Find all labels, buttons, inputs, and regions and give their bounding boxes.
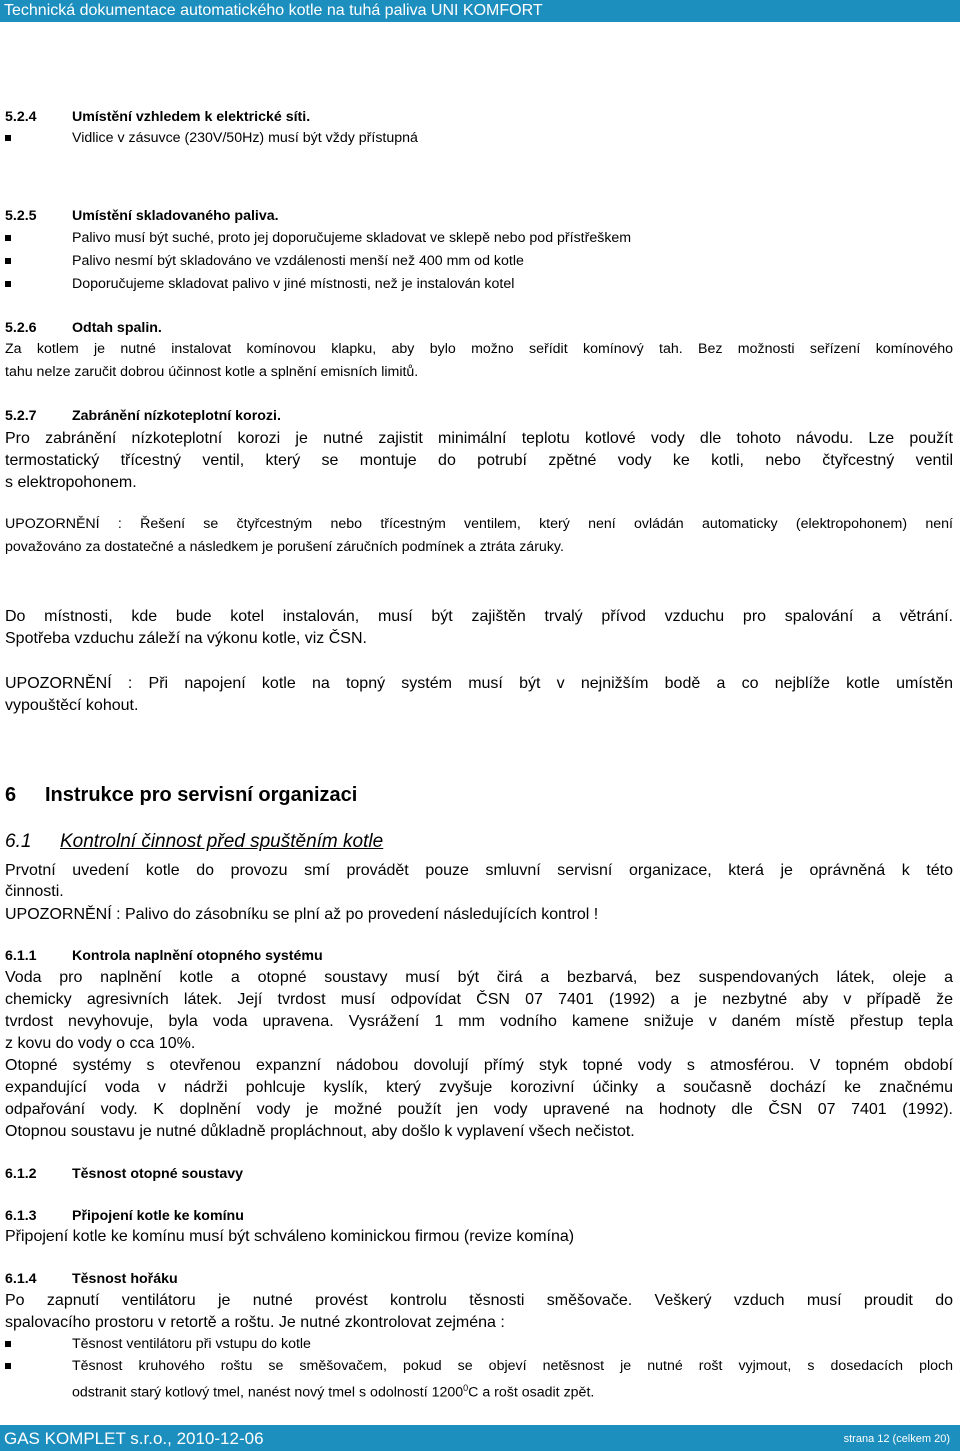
paragraph-line: s elektropohonem. <box>5 474 137 491</box>
paragraph-line: Voda pro naplnění kotle a otopné soustavy musí být čirá a bezbarvá, bez suspendovaných látek, oleje a <box>5 969 953 986</box>
paragraph-line: Prvotní uvedení kotle do provozu smí provádět pouze smluvní servisní organizace, která je oprávněná k této <box>5 862 953 879</box>
document-footer <box>0 1425 960 1451</box>
section-title: Umístění vzhledem k elektrické síti. <box>72 109 311 125</box>
paragraph-line: Do místnosti, kde bude kotel instalován, musí být zajištěn trvalý přívod vzduchu pro spalování a větrání. <box>5 608 953 625</box>
list-item-text: Palivo musí být suché, proto jej doporučujeme skladovat ve sklepě nebo pod přístřeškem <box>72 230 632 246</box>
document-title: Technická dokumentace automatického kotle na tuhá paliva UNI KOMFORT <box>4 2 543 19</box>
section-number: 6.1.2 <box>5 1166 37 1182</box>
bullet-square-icon <box>5 258 11 264</box>
bullet-square-icon <box>5 281 11 287</box>
footer-company-date: GAS KOMPLET s.r.o., 2010-12-06 <box>4 1429 264 1448</box>
continuation-text: odstranit starý kotlový tmel, nanést nový tmel s odolností 1200 <box>72 1384 464 1401</box>
section-number: 6.1 <box>5 831 32 852</box>
section-title: Zabránění nízkoteplotní korozi. <box>72 408 281 424</box>
paragraph-line: termostatický třícestný ventil, který se montuje do potrubí zpětné vody ke kotli, nebo čtyřcestný ventil <box>5 452 953 469</box>
warning-line: vypouštěcí kohout. <box>5 697 139 714</box>
section-6-1-1-heading <box>5 947 323 965</box>
section-title: Kontrola naplnění otopného systému <box>72 948 323 964</box>
bullet-square-icon <box>5 235 11 241</box>
paragraph-line: Otopné systémy s otevřenou expanzní nádobou dovolují přímý styk topné vody s atmosférou. V topném období <box>5 1057 953 1074</box>
section-number: 6.1.3 <box>5 1208 37 1224</box>
paragraph-line: Otopnou soustavu je nutné důkladně propláchnout, aby došlo k vyplavení všech nečistot. <box>5 1123 635 1140</box>
paragraph-line: Připojení kotle ke komínu musí být schváleno kominickou firmou (revize komína) <box>5 1228 575 1245</box>
paragraph-line: chemicky agresivních látek. Její tvrdost musí odpovídat ČSN 07 7401 (1992) a je nezbytné aby v případě že <box>5 991 953 1008</box>
section-number: 6.1.4 <box>5 1271 37 1287</box>
section-5-2-5-heading <box>5 207 279 225</box>
section-6-1-heading <box>5 830 383 854</box>
section-title: Odtah spalin. <box>72 320 162 336</box>
warning-line: UPOZORNĚNÍ : Při napojení kotle na topný systém musí být v nejnižším bodě a co nejblíže kotle umístěn <box>5 675 953 692</box>
section-6-1-2-heading <box>5 1165 243 1183</box>
paragraph-line: činnosti. <box>5 883 64 900</box>
list-item-text: Těsnost ventilátoru při vstupu do kotle <box>72 1336 311 1352</box>
section-number: 5.2.4 <box>5 109 37 125</box>
section-title: Těsnost hořáku <box>72 1271 178 1287</box>
paragraph-line: z kovu do vody o cca 10%. <box>5 1035 196 1052</box>
continuation-text-end: C a rošt osadit zpět. <box>468 1384 595 1401</box>
chapter-number: 6 <box>5 784 17 806</box>
bullet-square-icon <box>5 135 11 141</box>
paragraph-line: spalovacího prostoru v retortě a roštu. Je nutné zkontrolovat zejména : <box>5 1314 505 1331</box>
paragraph-line: Pro zabránění nízkoteplotní korozi je nutné zajistit minimální teplotu kotlové vody dle tohoto návodu. Lze použít <box>5 430 953 447</box>
paragraph-line: Spotřeba vzduchu záleží na výkonu kotle, viz ČSN. <box>5 630 367 647</box>
footer-page-number: strana 12 (celkem 20) <box>843 1433 950 1445</box>
section-number: 5.2.7 <box>5 408 37 424</box>
section-title: Těsnost otopné soustavy <box>72 1166 244 1182</box>
paragraph-line: expandující voda v nádrži pohlcuje kyslík, který zvyšuje korozivní účinky a současně dochází ke značnému <box>5 1079 953 1096</box>
warning-line: považováno za dostatečné a následkem je porušení záručních podmínek a ztráta záruky. <box>5 539 564 555</box>
paragraph-line: odpařování vody. K doplnění vody je možné použít jen vody upravené na hodnoty dle ČSN 07 7401 (1992). <box>5 1101 953 1118</box>
section-title: Připojení kotle ke komínu <box>72 1208 244 1224</box>
section-number: 6.1.1 <box>5 948 37 964</box>
warning-line: UPOZORNĚNÍ : Řešení se čtyřcestným nebo třícestným ventilem, který není ovládán automaticky (elektropohonem) není <box>5 516 953 532</box>
list-item-continuation <box>72 1379 594 1402</box>
list-item-text: Vidlice v zásuvce (230V/50Hz) musí být vždy přístupná <box>72 130 418 146</box>
chapter-title: Instrukce pro servisní organizaci <box>45 784 358 806</box>
superscript-degree: 0 <box>463 1383 469 1393</box>
bullet-square-icon <box>5 1363 11 1369</box>
list-item-text: Palivo nesmí být skladováno ve vzdálenosti menší než 400 mm od kotle <box>72 253 524 269</box>
document-header <box>0 0 960 22</box>
paragraph-line: tahu nelze zaručit dobrou účinnost kotle a splnění emisních limitů. <box>5 364 419 380</box>
section-6-1-4-heading <box>5 1270 178 1288</box>
warning-line: UPOZORNĚNÍ : Palivo do zásobníku se plní až po provedení následujících kontrol ! <box>5 906 599 923</box>
section-number: 5.2.5 <box>5 208 37 224</box>
list-item-text: Těsnost kruhového roštu se směšovačem, pokud se objeví netěsnost je nutné rošt vyjmout, s dosedacích ploch <box>72 1358 953 1374</box>
section-title: Kontrolní činnost před spuštěním kotle <box>60 831 384 852</box>
paragraph-line: tvrdost nevyhovuje, byla voda upravena. Vysrážení 1 mm vodního kamene snižuje v daném místě přestup tepla <box>5 1013 953 1030</box>
section-5-2-4-heading <box>5 108 310 126</box>
list-item-text: Doporučujeme skladovat palivo v jiné místnosti, než je instalován kotel <box>72 276 515 292</box>
paragraph-line: Po zapnutí ventilátoru je nutné provést kontrolu těsnosti směšovače. Veškerý vzduch musí proudit do <box>5 1292 953 1309</box>
section-5-2-6-heading <box>5 319 162 337</box>
section-title: Umístění skladovaného paliva. <box>72 208 279 224</box>
paragraph-line: Za kotlem je nutné instalovat komínovou klapku, aby bylo možno seřídit komínový tah. Bez možnosti seřízení komínového <box>5 341 953 357</box>
section-number: 5.2.6 <box>5 320 37 336</box>
section-5-2-7-heading <box>5 407 281 425</box>
bullet-square-icon <box>5 1341 11 1347</box>
section-6-1-3-heading <box>5 1207 244 1225</box>
chapter-6-heading <box>5 783 357 807</box>
